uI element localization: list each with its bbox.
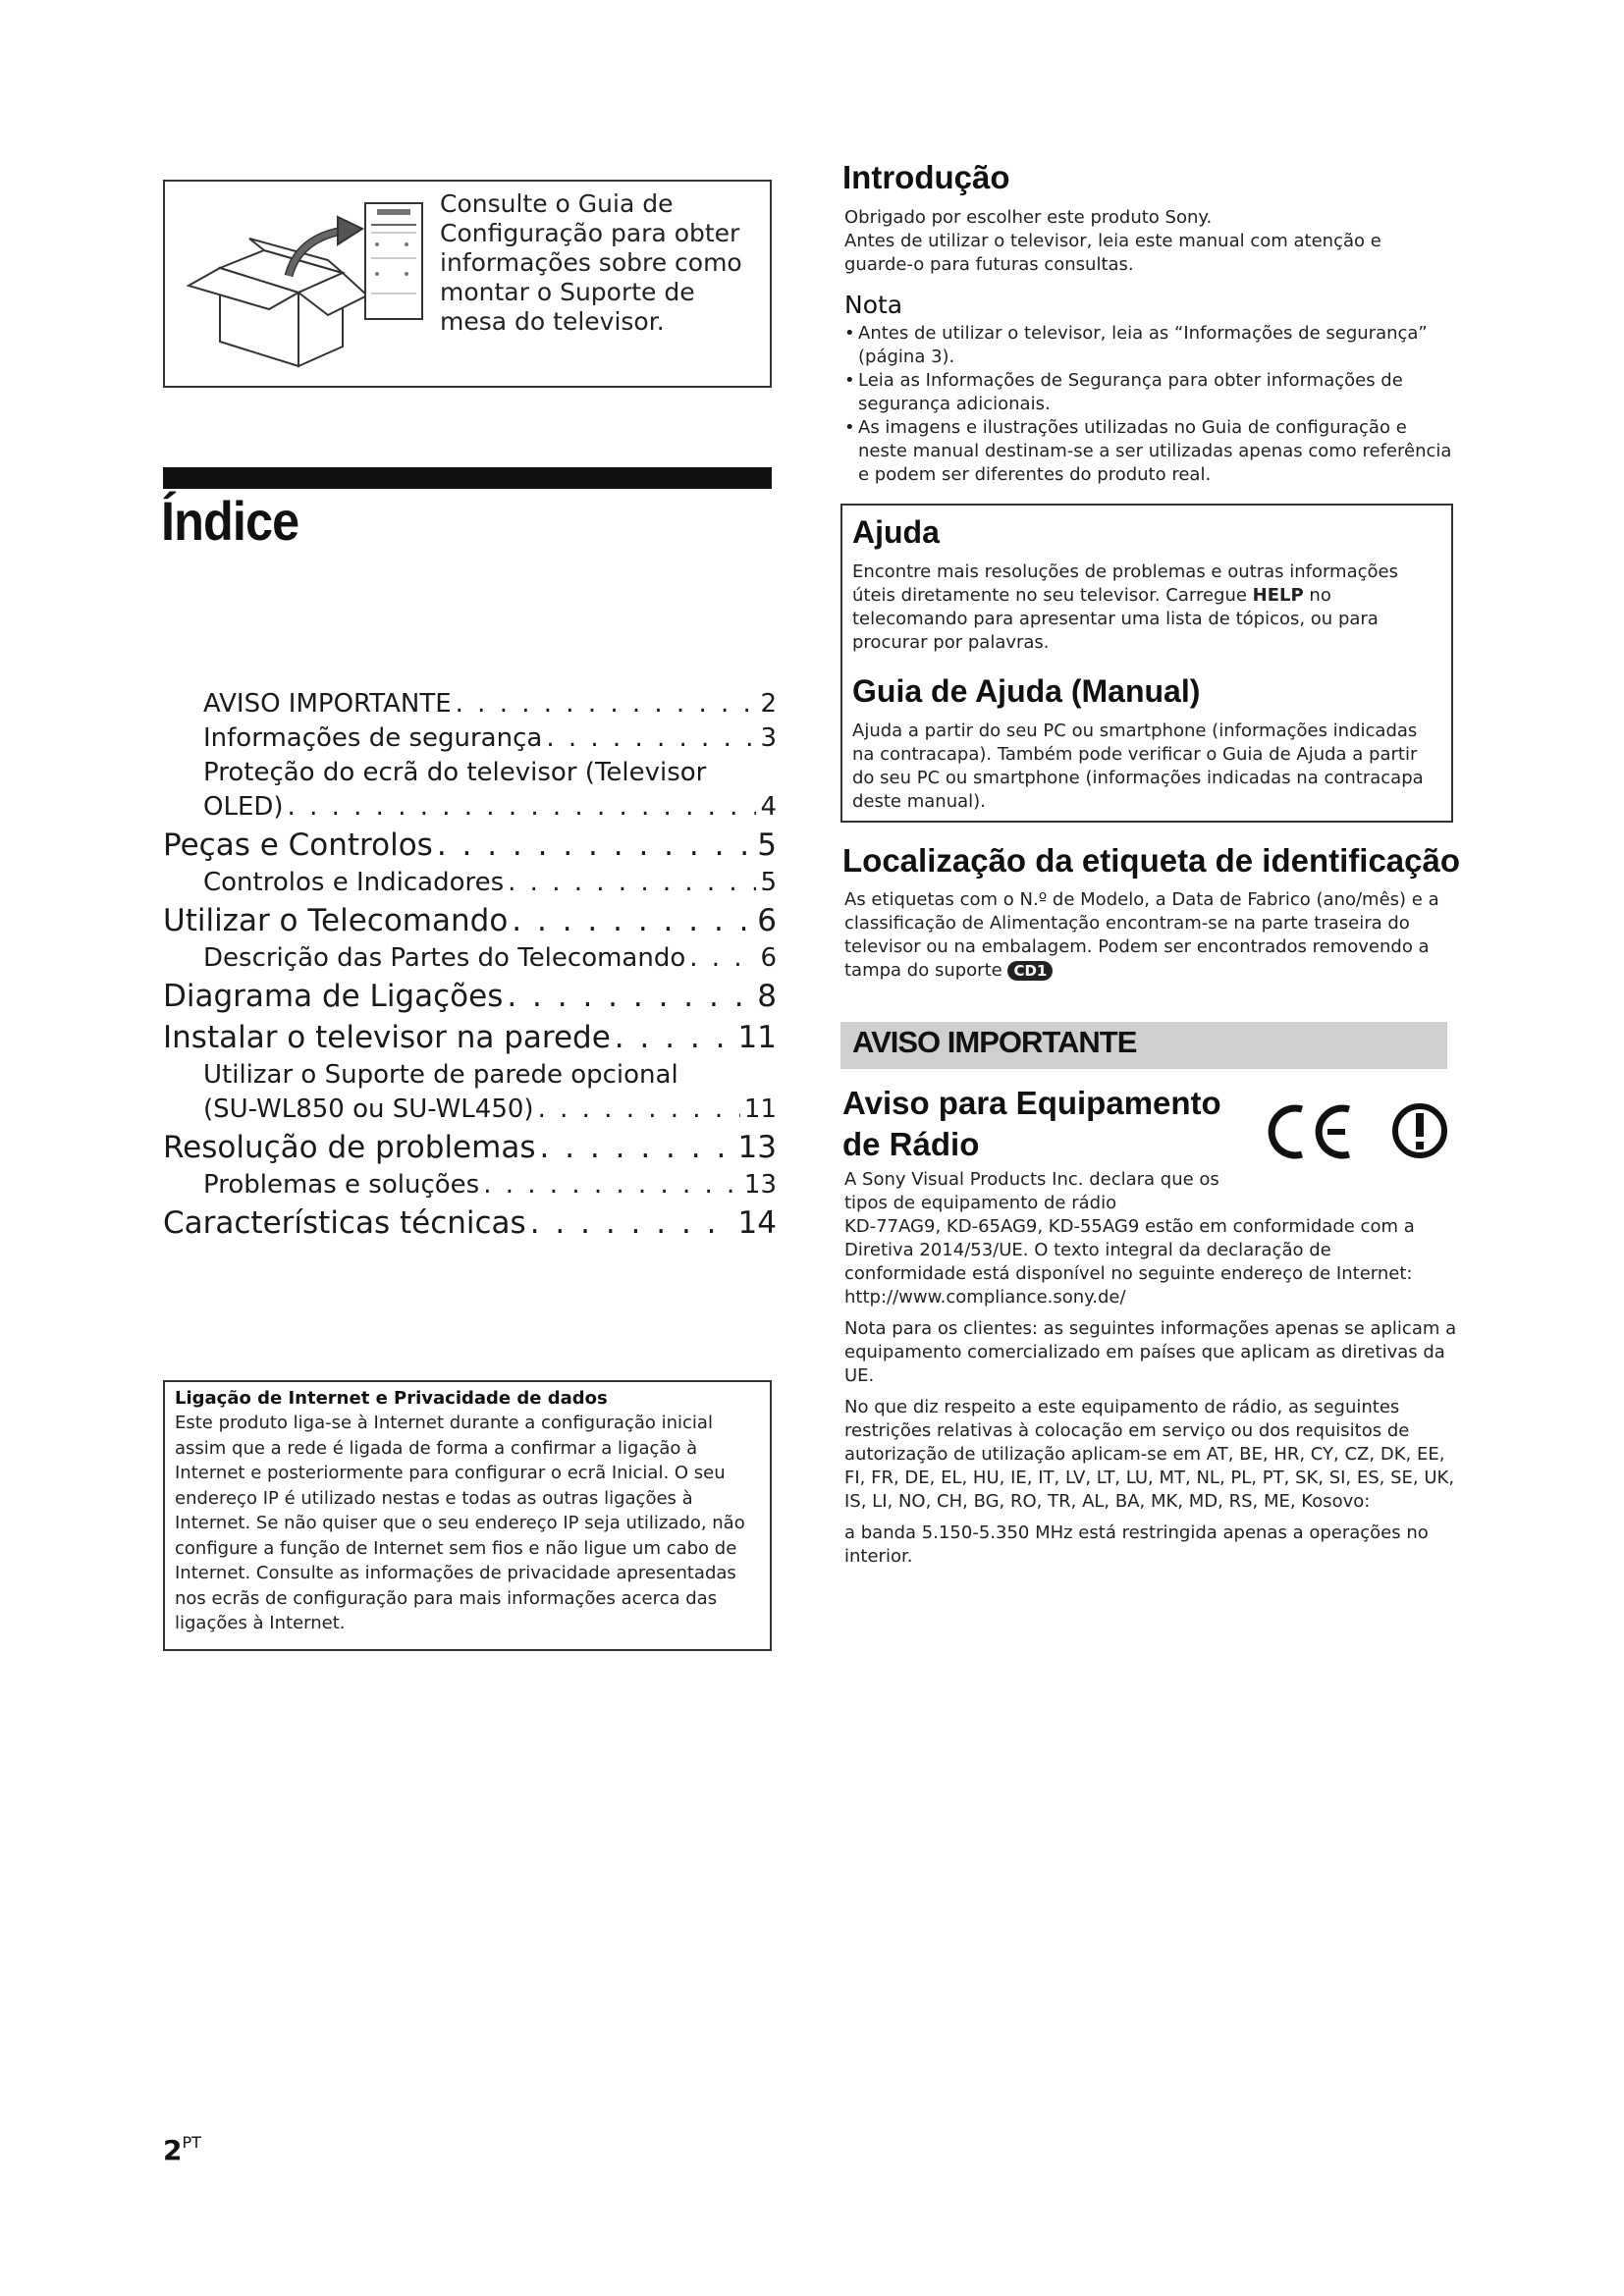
- toc-entry-controlos-indicadores[interactable]: Controlos e Indicadores . . . 5: [163, 866, 777, 900]
- label-location-text: As etiquetas com o N.º de Modelo, a Data de Fabrico (ano/mês) e a classificação de Alimentação encontram-se na parte traseira do televisor ou na embalagem. Podem ser encontrados removendo a tampa do suporte CD1: [844, 889, 1439, 981]
- toc-entry-informacoes-seguranca[interactable]: Informações de segurança . . . 3: [163, 721, 777, 756]
- index-title: Índice: [161, 490, 299, 552]
- toc-entry-protecao-ecra-line2[interactable]: OLED) . . . 4: [163, 790, 777, 825]
- label-location-heading: Localização da etiqueta de identificação: [842, 842, 1461, 879]
- toc-entry-suporte-parede-line1[interactable]: Utilizar o Suporte de parede opcional: [203, 1060, 678, 1090]
- index-heading-rule: [163, 467, 772, 489]
- aviso-importante-heading: AVISO IMPORTANTE: [852, 1025, 1137, 1059]
- cd1-badge: CD1: [1007, 961, 1053, 981]
- nota-item: • Antes de utilizar o televisor, leia as “Informações de segurança” (página 3).: [844, 322, 1455, 369]
- toc-entry-descricao-partes[interactable]: Descrição das Partes do Telecomando . . . 6: [163, 941, 777, 976]
- help-text: Encontre mais resoluções de problemas e outras informações úteis diretamente no seu televisor. Carregue HELP no telecomando para apresentar uma lista de tópicos, ou para procurar por palavras.: [852, 561, 1398, 653]
- toc-entry-diagrama-ligacoes[interactable]: Diagrama de Ligações . . . 8: [163, 977, 777, 1017]
- table-of-contents: [163, 687, 777, 1244]
- intro-text: Obrigado por escolher este produto Sony. Antes de utilizar o televisor, leia este manual com atenção e guarde-o para futuras consultas.: [844, 207, 1381, 275]
- setup-guide-note-box: [163, 180, 772, 388]
- help-box: [840, 504, 1453, 823]
- radio-paragraph: KD-77AG9, KD-65AG9, KD-55AG9 estão em conformidade com a Diretiva 2014/53/UE. O texto integral da declaração de conformidade está disponível no seguinte endereço de Internet: http://www.compliance.sony.de/: [844, 1216, 1415, 1308]
- radio-paragraph: Nota para os clientes: as seguintes informações apenas se aplicam a equipamento comercializado em países que aplicam as diretivas da UE.: [844, 1318, 1457, 1386]
- radio-equipment-body: [844, 1168, 1458, 1576]
- toc-entry-aviso-importante[interactable]: AVISO IMPORTANTE . . . 2: [163, 687, 777, 721]
- nota-item: • Leia as Informações de Segurança para obter informações de segurança adicionais.: [844, 369, 1455, 416]
- help-guide-text: Ajuda a partir do seu PC ou smartphone (informações indicadas na contracapa). Também pode verificar o Guia de Ajuda a partir do seu PC ou smartphone (informações indicadas na contracapa deste manual).: [852, 721, 1424, 812]
- toc-entry-pecas-controlos[interactable]: Peças e Controlos . . . 5: [163, 826, 777, 866]
- aviso-importante-band: [840, 1022, 1447, 1069]
- toc-entry-caracteristicas-tecnicas[interactable]: Características técnicas . . . 14: [163, 1203, 777, 1244]
- help-guide-heading: Guia de Ajuda (Manual): [852, 673, 1201, 709]
- toc-entry-instalar-parede[interactable]: Instalar o televisor na parede . . . 11: [163, 1018, 777, 1058]
- privacy-notice-body: Este produto liga-se à Internet durante a configuração inicial assim que a rede é ligada de forma a confirmar a ligação à Internet e posteriormente para configurar o ecrã Inicial. O seu endereço IP é utilizado nestas e todas as outras ligações à Internet. Se não quiser que o seu endereço IP seja utilizado, não configure a função de Internet sem fios e não ligue um cabo de Internet. Consulte as informações de privacidade apresentadas nos ecrãs de configuração para mais informações acerca das ligações à Internet.: [175, 1413, 745, 1633]
- toc-entry-problemas-solucoes[interactable]: Problemas e soluções . . . 13: [163, 1168, 777, 1202]
- radio-paragraph: a banda 5.150-5.350 MHz está restringida apenas a operações no interior.: [844, 1522, 1429, 1567]
- toc-entry-utilizar-telecomando[interactable]: Utilizar o Telecomando . . . 6: [163, 901, 777, 941]
- intro-heading: Introdução: [842, 159, 1010, 195]
- toc-entry-suporte-parede-line2[interactable]: (SU-WL850 ou SU-WL450) . . . 11: [163, 1093, 777, 1127]
- setup-guide-note-text: Consulte o Guia de Configuração para obter informações sobre como montar o Suporte de mesa do televisor.: [440, 189, 742, 336]
- toc-entry-resolucao-problemas[interactable]: Resolução de problemas . . . 13: [163, 1128, 777, 1168]
- radio-paragraph: A Sony Visual Products Inc. declara que os tipos de equipamento de rádio: [844, 1169, 1219, 1213]
- privacy-notice-box: [163, 1380, 772, 1651]
- nota-heading: Nota: [844, 291, 903, 319]
- help-key-label: HELP: [1252, 585, 1304, 606]
- help-heading: Ajuda: [852, 514, 940, 550]
- box-and-manual-icon: [181, 199, 426, 371]
- toc-entry-protecao-ecra-line1[interactable]: Proteção do ecrã do televisor (Televisor: [203, 758, 707, 787]
- page-number: $2^{PT}$: [163, 2133, 201, 2166]
- nota-list: [844, 322, 1455, 487]
- radio-equipment-heading: Aviso para Equipamento de Rádio: [842, 1085, 1221, 1162]
- nota-item: • As imagens e ilustrações utilizadas no Guia de configuração e neste manual destinam-se a ser utilizadas apenas como referência e podem ser diferentes do produto real.: [844, 416, 1455, 487]
- privacy-notice-title: Ligação de Internet e Privacidade de dados: [175, 1388, 608, 1409]
- radio-paragraph: No que diz respeito a este equipamento de rádio, as seguintes restrições relativas à colocação em serviço ou dos requisitos de autorização de utilização aplicam-se em AT, BE, HR, CY, CZ, DK, EE, FI, FR, DE, EL, HU, IE, IT, LV, LT, LU, MT, NL, PL, PT, SK, SI, ES, SE, UK, IS, LI, NO, CH, BG, RO, TR, AL, BA, MK, MD, RS, ME, Kosovo:: [844, 1397, 1455, 1512]
- ce-alert-mark-icon: [1255, 1101, 1451, 1160]
